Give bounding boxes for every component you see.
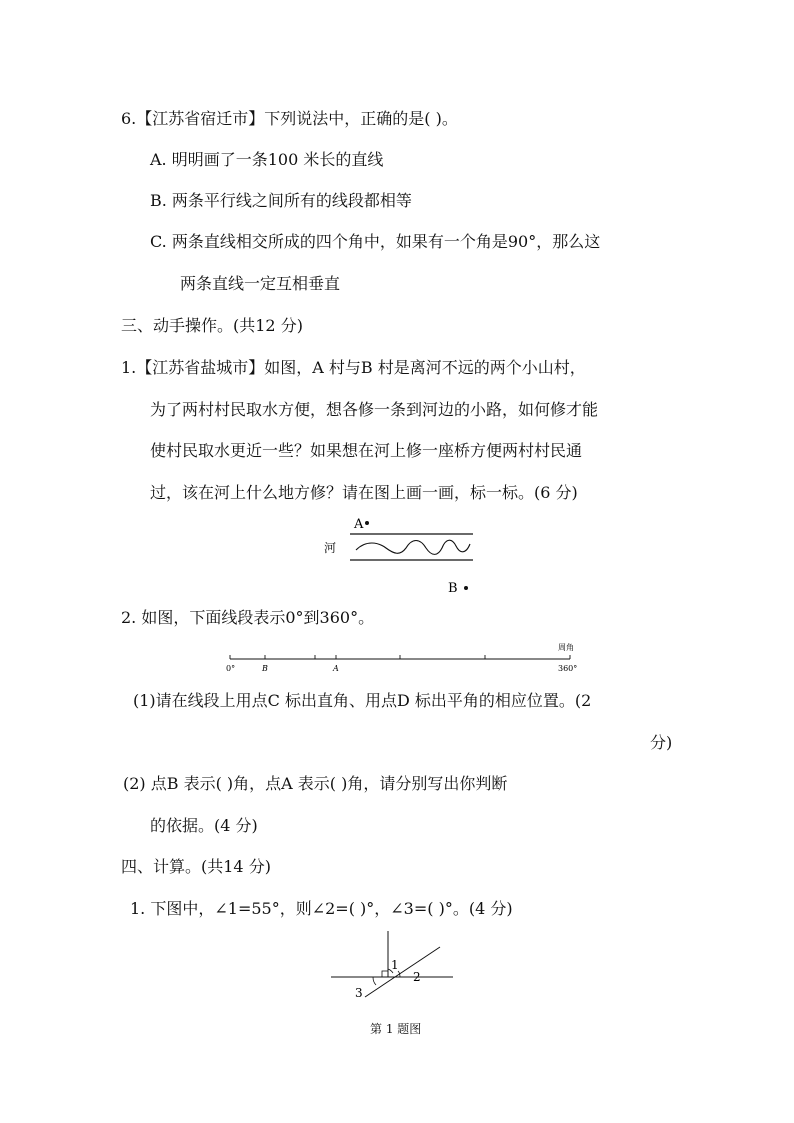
angle2-label: 2 xyxy=(413,970,421,984)
q6-option-b: B. 两条平行线之间所有的线段都相等 xyxy=(150,191,412,210)
s3-q1-line3: 使村民取水更近一些？如果想在河上修一座桥方便两村村民通 xyxy=(150,441,583,460)
s3-q2-sub2-line1: (2) 点B 表示( )角，点A 表示( )角，请分别写出你判断 xyxy=(123,774,508,793)
zhoujiao-label: 周角 xyxy=(558,643,574,652)
s3-q2-sub2-line2: 的依据。(4 分) xyxy=(150,816,258,835)
slanted-line xyxy=(365,947,440,997)
s3-q1-line2: 为了两村村民取水方便，想各修一条到河边的小路，如何修才能 xyxy=(150,400,599,419)
q6-option-c-line1: C. 两条直线相交所成的四个角中，如果有一个角是90°，那么这 xyxy=(150,232,601,251)
s3-q1-line4: 过，该在河上什么地方修？请在图上画一画，标一标。(6 分) xyxy=(150,483,578,502)
village-a-point xyxy=(365,521,369,525)
s3-q2-stem: 2. 如图，下面线段表示0°到360°。 xyxy=(121,608,375,627)
angle1-label: 1 xyxy=(391,958,399,972)
angle-scale-figure xyxy=(220,640,580,676)
q6-option-a: A. 明明画了一条100 米长的直线 xyxy=(150,150,384,169)
label-0: 0° xyxy=(226,664,236,673)
river-figure xyxy=(320,512,490,597)
angle3-arc xyxy=(373,977,376,985)
label-b: B xyxy=(262,664,268,673)
right-angle-mark xyxy=(382,971,388,977)
river-wave xyxy=(356,540,470,554)
section3-title: 三、动手操作。(共12 分) xyxy=(121,316,303,335)
river-label: 河 xyxy=(324,541,337,555)
angle3-label: 3 xyxy=(355,986,363,1000)
s4-q1-stem: 1. 下图中，∠1=55°，则∠2=( )°，∠3=( )°。(4 分) xyxy=(130,899,513,918)
q6-option-c-line2: 两条直线一定互相垂直 xyxy=(180,274,341,293)
label-360: 360° xyxy=(558,664,578,673)
s3-q2-sub1-line2: 分) xyxy=(650,733,673,752)
q6-stem: 6.【江苏省宿迁市】下列说法中，正确的是( )。 xyxy=(121,109,458,128)
village-b-point xyxy=(464,586,468,590)
s3-q1-line1: 1.【江苏省盐城市】如图，A 村与B 村是离河不远的两个小山村， xyxy=(121,358,586,377)
figure-caption: 第 1 题图 xyxy=(370,1022,422,1036)
angle-figure xyxy=(325,925,460,1005)
s3-q2-sub1-line1: (1)请在线段上用点C 标出直角、用点D 标出平角的相应位置。(2 xyxy=(133,691,592,710)
village-b-label: B xyxy=(448,581,458,596)
section4-title: 四、计算。(共14 分) xyxy=(121,857,271,876)
village-a-label: A xyxy=(354,517,364,532)
label-a: A xyxy=(333,664,339,673)
